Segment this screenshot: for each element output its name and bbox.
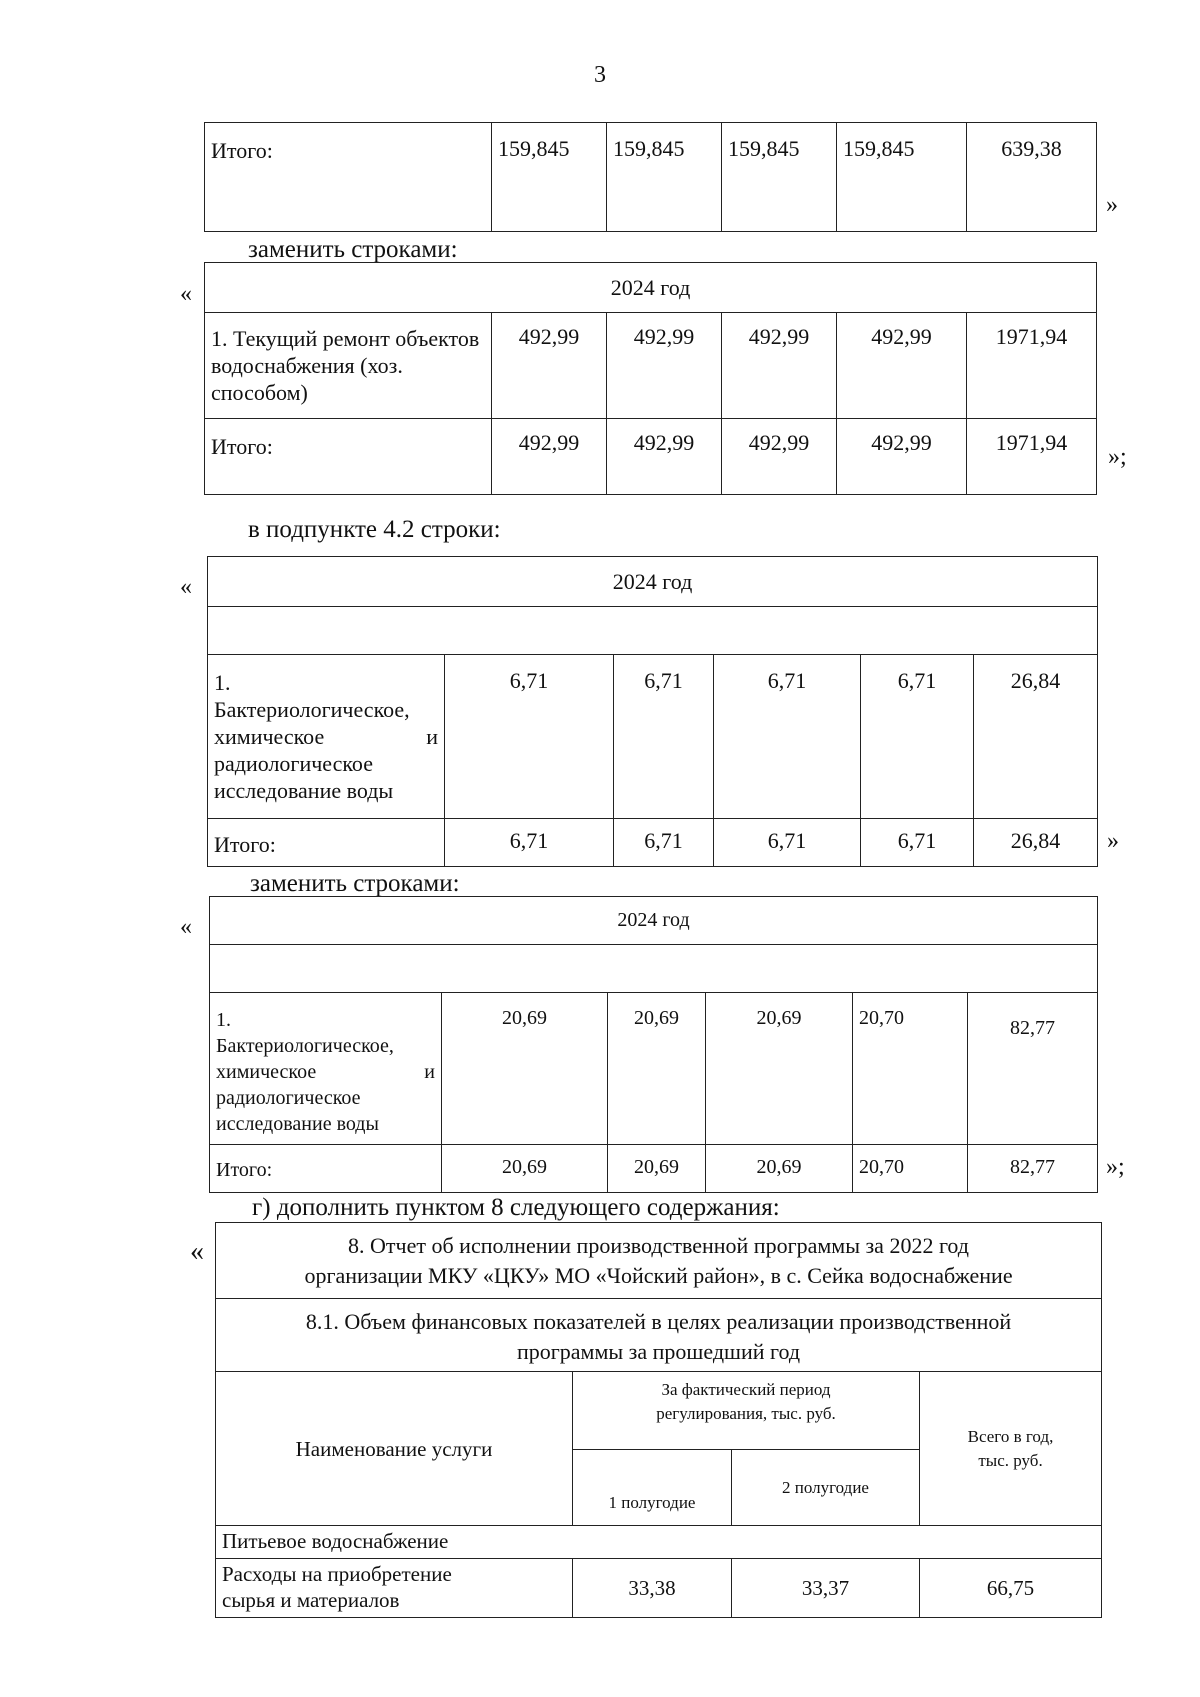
cell-value: 6,71 [614, 655, 714, 819]
label-line [214, 723, 438, 750]
cell-value: 82,77 [968, 1145, 1098, 1193]
title-line: 8. Отчет об исполнении производственной программы за 2022 год [348, 1233, 969, 1258]
empty-row [208, 607, 1098, 655]
row-label: 1. Текущий ремонт объектов водоснабжения (хоз. способом) [205, 313, 492, 419]
header-line: тыс. руб. [978, 1450, 1043, 1470]
cell-value: 159,845 [607, 123, 722, 232]
cell-value: 492,99 [837, 419, 967, 495]
cell-value: 6,71 [714, 819, 861, 867]
cell-value: 159,845 [492, 123, 607, 232]
table-row [216, 1299, 1102, 1372]
cell-value: 1971,94 [967, 313, 1097, 419]
header-line: регулирования, тыс. руб. [656, 1404, 836, 1423]
row-label: Итого: [210, 1145, 442, 1193]
cell-value: 33,37 [732, 1559, 920, 1618]
row-label: Итого: [205, 419, 492, 495]
table-production-report [215, 1222, 1102, 1618]
caption-replace-rows: заменить строками: [250, 870, 460, 897]
cell-value: 20,70 [853, 993, 968, 1145]
report-title [216, 1223, 1102, 1299]
table-row [216, 1526, 1102, 1559]
open-quote: « [180, 914, 192, 940]
col-header-service-name: Наименование услуги [216, 1372, 573, 1526]
table-row [210, 1145, 1098, 1193]
table-row [208, 607, 1098, 655]
cell-value: 6,71 [861, 819, 974, 867]
year-header: 2024 год [210, 897, 1098, 945]
cell-value: 492,99 [722, 313, 837, 419]
label-word: и [424, 1061, 435, 1083]
table-row [208, 557, 1098, 607]
page-number: 3 [594, 62, 606, 88]
open-quote: « [180, 281, 192, 307]
cell-value: 20,69 [706, 1145, 853, 1193]
cell-value: 20,69 [608, 1145, 706, 1193]
label-word: и [426, 724, 438, 749]
table-row [208, 819, 1098, 867]
table-row [210, 945, 1098, 993]
caption-replace-rows: заменить строками: [248, 236, 458, 263]
caption-add-point-8: г) дополнить пунктом 8 следующего содержания: [252, 1194, 780, 1221]
cell-value: 492,99 [837, 313, 967, 419]
cell-value: 6,71 [614, 819, 714, 867]
table-row [208, 655, 1098, 819]
col-header-total [920, 1372, 1102, 1526]
year-header: 2024 год [205, 263, 1097, 313]
cell-value: 82,77 [968, 993, 1098, 1145]
label-line: Бактериологическое, [216, 1035, 394, 1057]
table-itogo-old-1 [204, 122, 1097, 232]
label-line [216, 1059, 435, 1085]
label-line: радиологическое [214, 751, 373, 776]
cell-value: 6,71 [445, 819, 614, 867]
cell-value: 33,38 [573, 1559, 732, 1618]
label-line: 1. [216, 1009, 231, 1031]
table-row [216, 1559, 1102, 1618]
row-label [216, 1559, 573, 1618]
table-water-analysis-new [209, 896, 1098, 1193]
open-quote: « [190, 1236, 204, 1267]
close-quote: » [1106, 192, 1118, 218]
table-water-analysis-old [207, 556, 1098, 867]
col-header-half-2: 2 полугодие [732, 1450, 920, 1526]
row-label [208, 655, 445, 819]
header-line: За фактический период [661, 1380, 831, 1399]
empty-row [210, 945, 1098, 993]
cell-value: 20,70 [853, 1145, 968, 1193]
cell-value: 26,84 [974, 655, 1098, 819]
cell-value: 6,71 [861, 655, 974, 819]
table-repair-2024-new [204, 262, 1097, 495]
subtitle-line: 8.1. Объем финансовых показателей в целях реализации производственной [305, 1309, 1012, 1334]
subtitle-line: программы за прошедший год [517, 1339, 801, 1364]
label-line: исследование воды [214, 778, 394, 803]
label-line: Расходы на приобретение [222, 1562, 452, 1586]
cell-value: 6,71 [714, 655, 861, 819]
label-word: химическое [214, 724, 325, 749]
cell-value: 6,71 [445, 655, 614, 819]
caption-subpoint-4-2: в подпункте 4.2 строки: [248, 516, 501, 543]
close-quote: » [1107, 828, 1119, 854]
cell-value: 1971,94 [967, 419, 1097, 495]
year-header: 2024 год [208, 557, 1098, 607]
title-line: организации МКУ «ЦКУ» МО «Чойский район», в с. Сейка водоснабжение [304, 1263, 1013, 1288]
table-row [205, 419, 1097, 495]
row-label: Итого: [208, 819, 445, 867]
label-line: 1. [214, 670, 231, 695]
cell-value: 492,99 [607, 313, 722, 419]
open-quote: « [180, 574, 192, 600]
table-row [205, 263, 1097, 313]
label-line: сырья и материалов [222, 1588, 400, 1612]
label-line: Бактериологическое, [214, 697, 410, 722]
cell-value: 20,69 [608, 993, 706, 1145]
cell-value: 492,99 [492, 313, 607, 419]
table-row [210, 993, 1098, 1145]
cell-value: 639,38 [967, 123, 1097, 232]
cell-value: 20,69 [442, 1145, 608, 1193]
table-row [205, 313, 1097, 419]
table-row [216, 1372, 1102, 1450]
cell-value: 20,69 [706, 993, 853, 1145]
label-line: радиологическое [216, 1087, 361, 1109]
label-word: химическое [216, 1061, 317, 1083]
row-label [210, 993, 442, 1145]
table-row [216, 1223, 1102, 1299]
cell-value: 159,845 [722, 123, 837, 232]
close-quote: »; [1108, 444, 1127, 470]
cell-value: 26,84 [974, 819, 1098, 867]
table-row [205, 123, 1097, 232]
cell-value: 20,69 [442, 993, 608, 1145]
close-quote: »; [1106, 1154, 1125, 1180]
header-line: Всего в год, [967, 1426, 1054, 1446]
row-label: Итого: [205, 123, 492, 232]
cell-value: 492,99 [607, 419, 722, 495]
cell-value: 66,75 [920, 1559, 1102, 1618]
label-line: исследование воды [216, 1113, 379, 1135]
report-subtitle [216, 1299, 1102, 1372]
section-label: Питьевое водоснабжение [216, 1526, 1102, 1559]
cell-value: 159,845 [837, 123, 967, 232]
col-header-period [573, 1372, 920, 1450]
cell-value: 492,99 [722, 419, 837, 495]
table-row [210, 897, 1098, 945]
col-header-half-1: 1 полугодие [573, 1450, 732, 1526]
cell-value: 492,99 [492, 419, 607, 495]
